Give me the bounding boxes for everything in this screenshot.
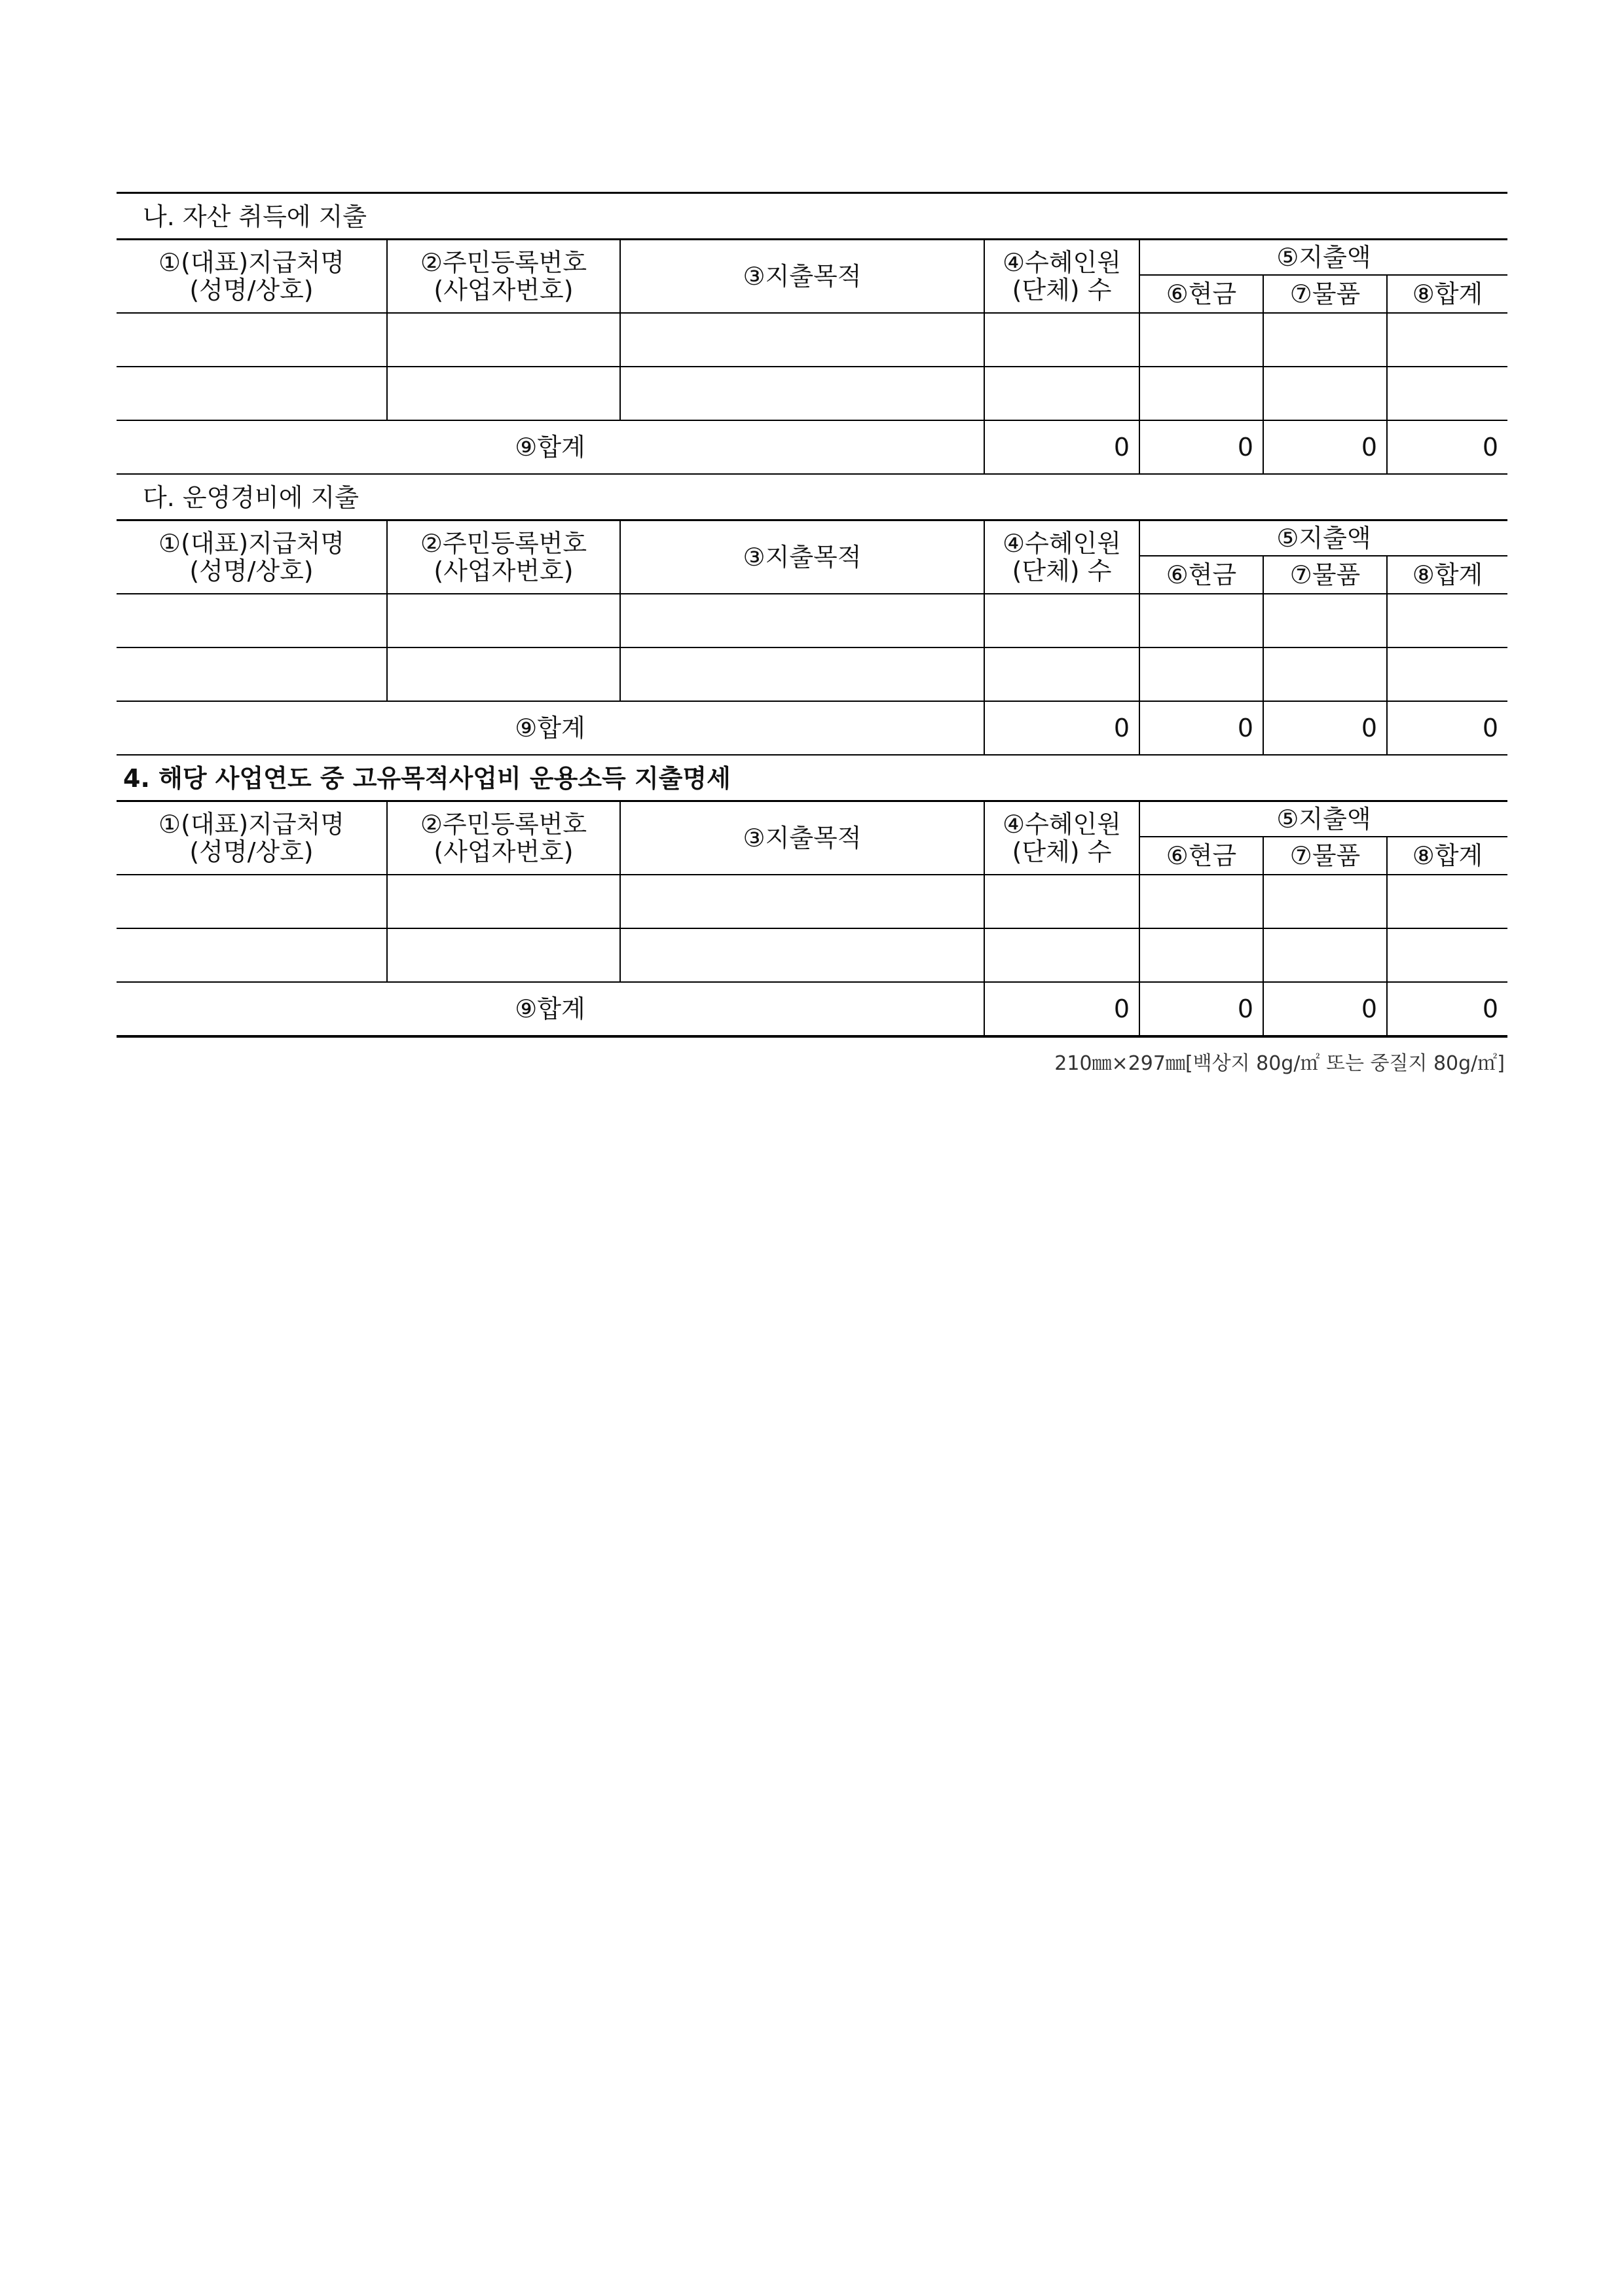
cash-cell[interactable] (1139, 875, 1263, 928)
beneficiaries-cell[interactable] (984, 313, 1139, 367)
goods-cell[interactable] (1263, 928, 1387, 982)
total-label: ⑨합계 (117, 420, 984, 474)
purpose-cell[interactable] (620, 875, 984, 928)
sum-cell[interactable] (1387, 928, 1507, 982)
goods-cell[interactable] (1263, 313, 1387, 367)
header-goods: ⑦물품 (1263, 275, 1387, 313)
total-cash: 0 (1139, 982, 1263, 1036)
header-reg-no: ②주민등록번호 (사업자번호) (387, 801, 620, 875)
section-title-asset: 나. 자산 취득에 지출 (143, 202, 367, 231)
beneficiaries-cell[interactable] (984, 367, 1139, 420)
header-cash: ⑥현금 (1139, 556, 1263, 594)
goods-cell[interactable] (1263, 875, 1387, 928)
total-cash: 0 (1139, 701, 1263, 755)
header-purpose: ③지출목적 (620, 240, 984, 314)
total-sum: 0 (1387, 701, 1507, 755)
total-goods: 0 (1263, 701, 1387, 755)
total-goods: 0 (1263, 982, 1387, 1036)
header-amount: ⑤지출액 (1139, 520, 1507, 556)
total-sum: 0 (1387, 982, 1507, 1036)
reg-no-cell[interactable] (387, 647, 620, 701)
table-row (117, 875, 1507, 928)
goods-cell[interactable] (1263, 367, 1387, 420)
table-row (117, 928, 1507, 982)
total-cash: 0 (1139, 420, 1263, 474)
cash-cell[interactable] (1139, 313, 1263, 367)
operating-income-expense-table (117, 800, 1507, 1038)
total-row (117, 420, 1507, 474)
header-amount: ⑤지출액 (1139, 801, 1507, 837)
purpose-cell[interactable] (620, 594, 984, 647)
header-goods: ⑦물품 (1263, 556, 1387, 594)
cash-cell[interactable] (1139, 647, 1263, 701)
header-beneficiaries: ④수혜인원 (단체) 수 (984, 520, 1139, 594)
asset-expense-table (117, 238, 1507, 475)
sum-cell[interactable] (1387, 367, 1507, 420)
cash-cell[interactable] (1139, 367, 1263, 420)
reg-no-cell[interactable] (387, 313, 620, 367)
header-reg-no: ②주민등록번호 (사업자번호) (387, 520, 620, 594)
reg-no-cell[interactable] (387, 594, 620, 647)
cash-cell[interactable] (1139, 928, 1263, 982)
table-row (117, 647, 1507, 701)
header-goods: ⑦물품 (1263, 837, 1387, 875)
header-sum: ⑧합계 (1387, 837, 1507, 875)
operating-expense-table (117, 519, 1507, 756)
total-beneficiaries: 0 (984, 420, 1139, 474)
header-payee: ①(대표)지급처명 (성명/상호) (117, 801, 387, 875)
header-cash: ⑥현금 (1139, 837, 1263, 875)
payee-cell[interactable] (117, 647, 387, 701)
total-goods: 0 (1263, 420, 1387, 474)
purpose-cell[interactable] (620, 928, 984, 982)
payee-cell[interactable] (117, 594, 387, 647)
header-beneficiaries: ④수혜인원 (단체) 수 (984, 240, 1139, 314)
header-reg-no: ②주민등록번호 (사업자번호) (387, 240, 620, 314)
total-row (117, 982, 1507, 1036)
sum-cell[interactable] (1387, 594, 1507, 647)
form-sheet (117, 192, 1507, 1076)
total-sum: 0 (1387, 420, 1507, 474)
header-sum: ⑧합계 (1387, 275, 1507, 313)
header-purpose: ③지출목적 (620, 520, 984, 594)
goods-cell[interactable] (1263, 594, 1387, 647)
purpose-cell[interactable] (620, 313, 984, 367)
total-row (117, 701, 1507, 755)
payee-cell[interactable] (117, 313, 387, 367)
reg-no-cell[interactable] (387, 367, 620, 420)
reg-no-cell[interactable] (387, 875, 620, 928)
purpose-cell[interactable] (620, 367, 984, 420)
total-label: ⑨합계 (117, 982, 984, 1036)
beneficiaries-cell[interactable] (984, 647, 1139, 701)
cash-cell[interactable] (1139, 594, 1263, 647)
purpose-cell[interactable] (620, 647, 984, 701)
beneficiaries-cell[interactable] (984, 875, 1139, 928)
section-title-operating-income: 4. 해당 사업연도 중 고유목적사업비 운용소득 지출명세 (123, 764, 731, 793)
total-beneficiaries: 0 (984, 982, 1139, 1036)
header-amount: ⑤지출액 (1139, 240, 1507, 276)
goods-cell[interactable] (1263, 647, 1387, 701)
header-beneficiaries: ④수혜인원 (단체) 수 (984, 801, 1139, 875)
beneficiaries-cell[interactable] (984, 928, 1139, 982)
header-payee: ①(대표)지급처명 (성명/상호) (117, 240, 387, 314)
total-label: ⑨합계 (117, 701, 984, 755)
header-sum: ⑧합계 (1387, 556, 1507, 594)
sum-cell[interactable] (1387, 875, 1507, 928)
beneficiaries-cell[interactable] (984, 594, 1139, 647)
table-row (117, 367, 1507, 420)
reg-no-cell[interactable] (387, 928, 620, 982)
header-payee: ①(대표)지급처명 (성명/상호) (117, 520, 387, 594)
payee-cell[interactable] (117, 875, 387, 928)
sum-cell[interactable] (1387, 313, 1507, 367)
header-purpose: ③지출목적 (620, 801, 984, 875)
table-row (117, 594, 1507, 647)
total-beneficiaries: 0 (984, 701, 1139, 755)
payee-cell[interactable] (117, 367, 387, 420)
section-title-operating: 다. 운영경비에 지출 (143, 483, 359, 512)
payee-cell[interactable] (117, 928, 387, 982)
header-cash: ⑥현금 (1139, 275, 1263, 313)
paper-spec-note: 210㎜×297㎜[백상지 80g/㎡ 또는 중질지 80g/㎡] (1054, 1052, 1505, 1075)
table-row (117, 313, 1507, 367)
sum-cell[interactable] (1387, 647, 1507, 701)
